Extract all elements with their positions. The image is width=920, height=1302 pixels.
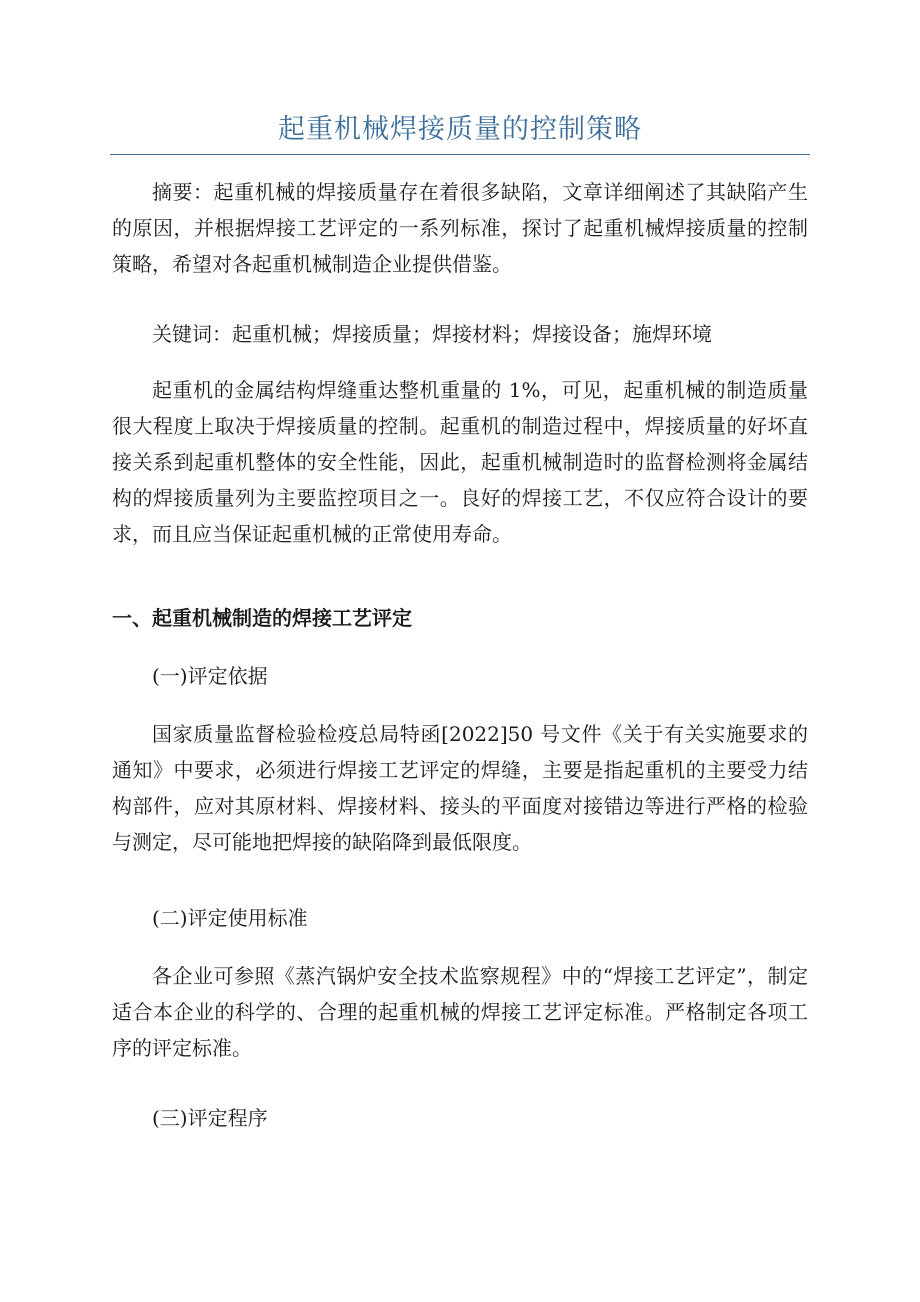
document-title: 起重机械焊接质量的控制策略 [278, 114, 642, 145]
title-underline [110, 154, 810, 155]
keywords-paragraph: 关键词：起重机械；焊接质量；焊接材料；焊接设备；施焊环境 [152, 322, 712, 346]
subsection-1-paragraph: 国家质量监督检验检疫总局特函[2022]50 号文件《关于有关实施要求的通知》中要求，必须进行焊接工艺评定的焊缝，主要是指起重机的主要受力结构部件，应对其原材料、焊接材料、接头的平面度对接错边等进行严格的检验与测定，尽可能地把焊接的缺陷降到最低限度。 [112, 722, 808, 854]
subsection-2-paragraph: 各企业可参照《蒸汽锅炉安全技术监察规程》中的“焊接工艺评定”，制定适合本企业的科学的、合理的起重机械的焊接工艺评定标准。严格制定各项工序的评定标准。 [112, 964, 808, 1060]
intro-paragraph: 起重机的金属结构焊缝重达整机重量的 1%，可见，起重机械的制造质量很大程度上取决于焊接质量的控制。起重机的制造过程中，焊接质量的好坏直接关系到起重机整体的安全性能，因此，起重机械制造时的监督检测将金属结构的焊接质量列为主要监控项目之一。良好的焊接工艺，不仅应符合设计的要求，而且应当保证起重机械的正常使用寿命。 [112, 378, 808, 546]
subsection-3-heading: (三)评定程序 [152, 1106, 268, 1130]
subsection-2-heading: (二)评定使用标准 [152, 906, 308, 930]
subsection-1-heading: (一)评定依据 [152, 664, 268, 688]
abstract-paragraph: 摘要：起重机械的焊接质量存在着很多缺陷，文章详细阐述了其缺陷产生的原因，并根据焊接工艺评定的一系列标准，探讨了起重机械焊接质量的控制策略，希望对各起重机械制造企业提供借鉴。 [112, 180, 808, 276]
section-1-heading: 一、起重机械制造的焊接工艺评定 [112, 606, 412, 630]
